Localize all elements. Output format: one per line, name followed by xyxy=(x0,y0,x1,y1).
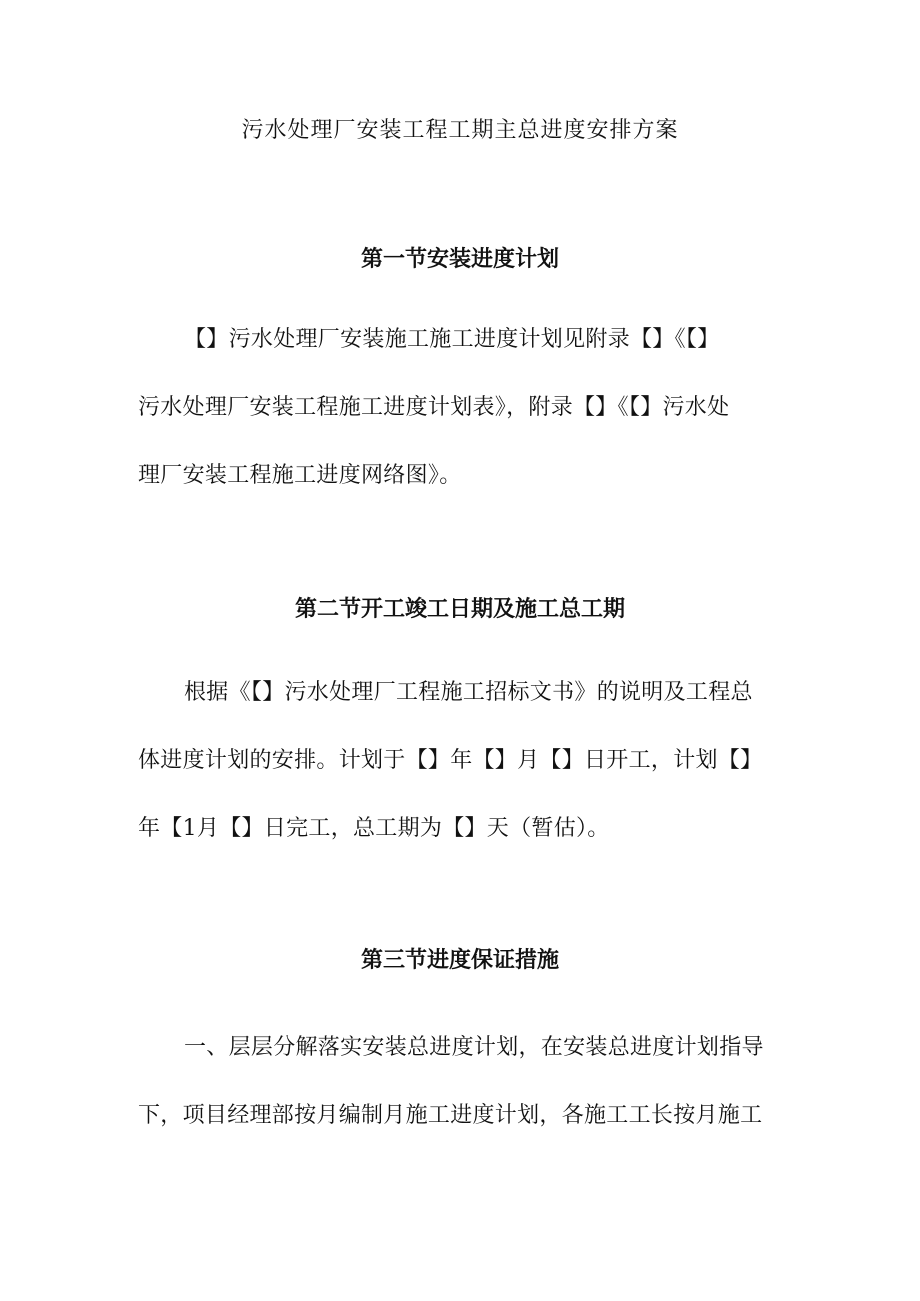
paragraph-line: 理厂安装工程施工进度网络图》。 xyxy=(138,463,462,488)
section-3-heading: 第三节进度保证措施 xyxy=(360,948,559,973)
section-2-heading: 第二节开工竣工日期及施工总工期 xyxy=(294,597,625,622)
section-1-heading: 第一节安装进度计划 xyxy=(360,247,559,272)
paragraph-line: 年【1月【】日完工，总工期为【】天（暂估）。 xyxy=(138,816,610,841)
section-1-paragraph xyxy=(138,323,788,527)
paragraph-line: 污水处理厂安装工程施工进度计划表》，附录【】《【】污水处 xyxy=(138,395,730,420)
section-2-paragraph xyxy=(138,676,788,880)
paragraph-line: 【】污水处理厂安装施工施工进度计划见附录【】《【】 xyxy=(184,327,720,352)
paragraph-line: 根据《【】污水处理厂工程施工招标文书》的说明及工程总 xyxy=(184,680,753,705)
paragraph-line: 一、层层分解落实安装总进度计划，在安装总进度计划指导 xyxy=(184,1035,764,1060)
document-title: 污水处理厂安装工程工期主总进度安排方案 xyxy=(241,118,679,143)
paragraph-line: 下，项目经理部按月编制月施工进度计划，各施工工长按月施工 xyxy=(138,1103,763,1128)
paragraph-line: 体进度计划的安排。计划于【】年【】月【】日开工，计划【】 xyxy=(138,748,763,773)
section-3-paragraph xyxy=(138,1031,788,1167)
